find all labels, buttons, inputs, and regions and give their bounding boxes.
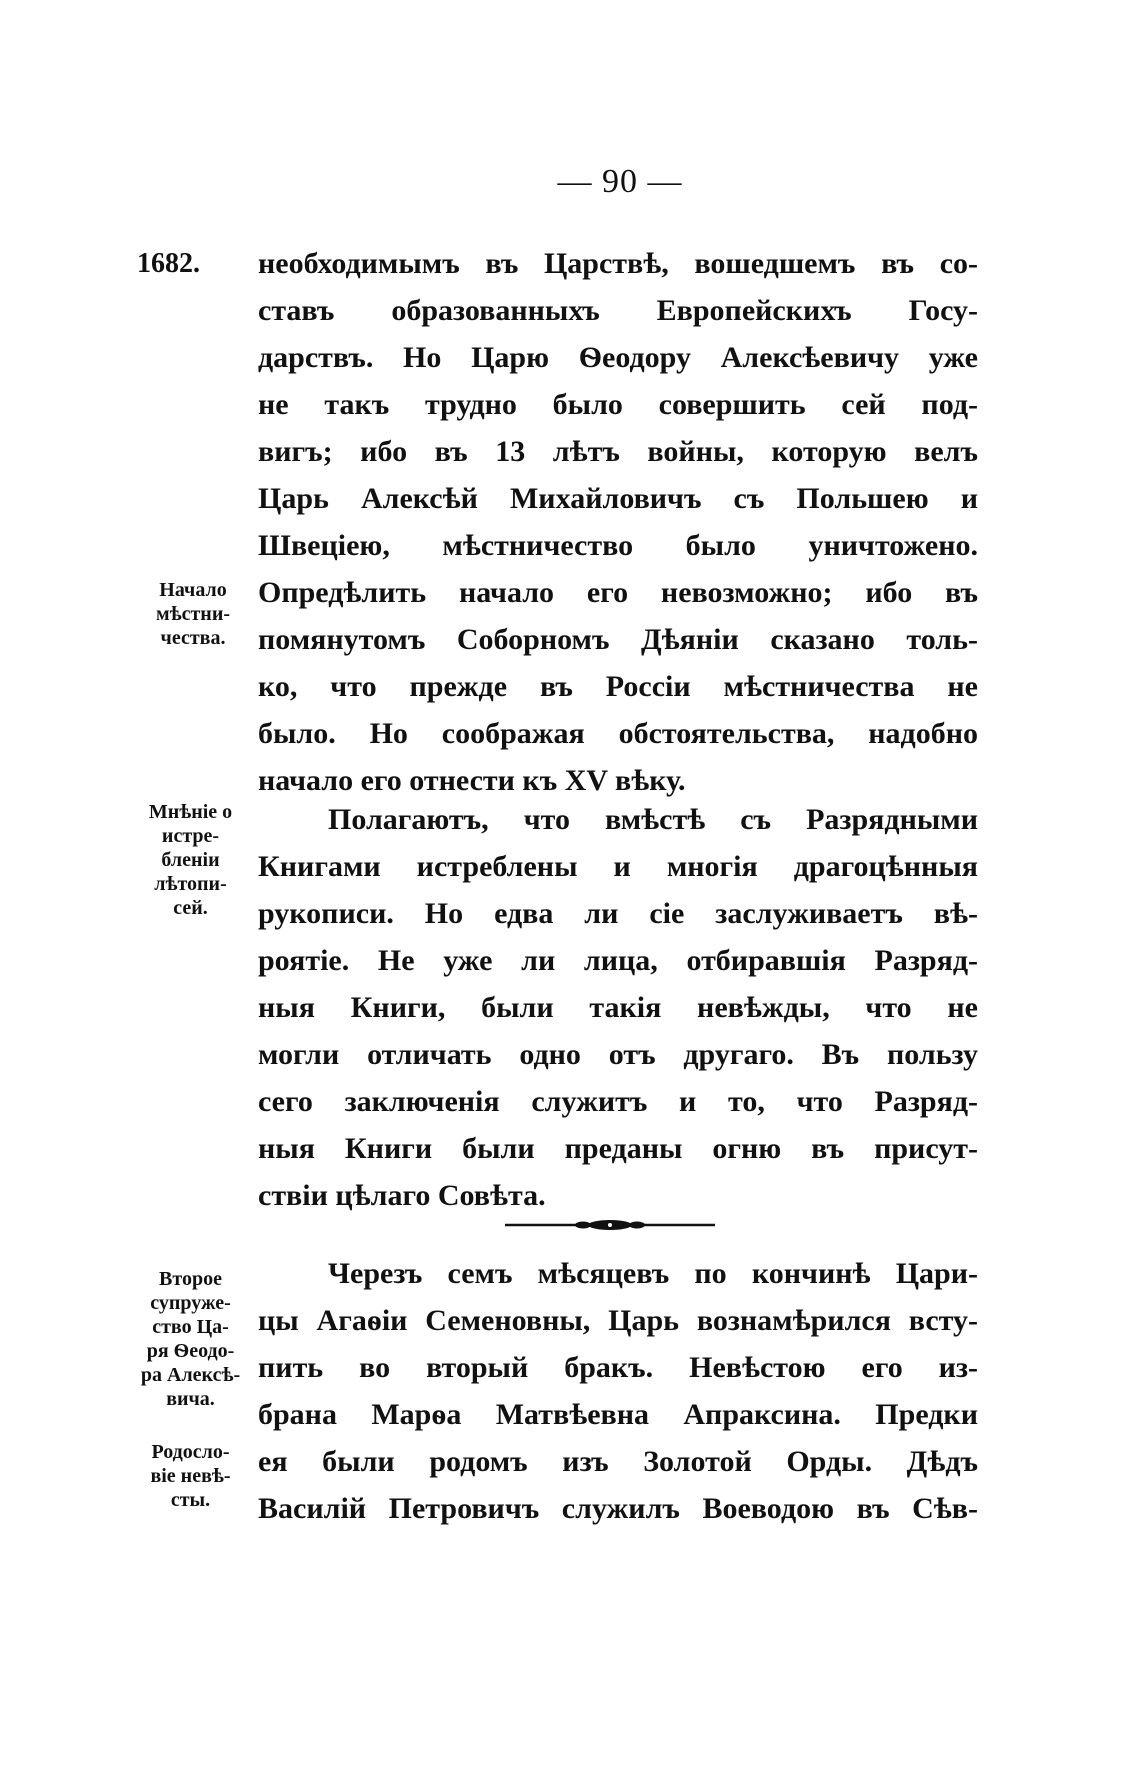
text-line: могли отличать одно отъ другаго. Въ пользу	[258, 1038, 978, 1071]
text-line: брана Марѳа Матвѣевна Апраксина. Предки	[258, 1398, 978, 1431]
text-line: Швецiею, мѣстничество было уничтожено.	[258, 529, 978, 562]
divider-right-knot	[629, 1222, 645, 1229]
text-line: ныя Книги, были такiя невѣжды, что не	[258, 991, 978, 1024]
text-line: ныя Книги были преданы огню въ присут-	[258, 1132, 978, 1165]
text-line: вигъ; ибо въ 13 лѣтъ войны, которую велъ	[258, 435, 978, 468]
text-line: необходимымъ въ Царствѣ, вошедшемъ въ со-	[258, 247, 978, 280]
text-line: Книгами истреблены и многiя драгоцѣнныя	[258, 850, 978, 883]
text-line: Царь Алексѣй Михайловичъ съ Польшею и	[258, 482, 978, 515]
text-line: ставъ образованныхъ Европейскихъ Госу-	[258, 294, 978, 327]
text-line: роятiе. Не уже ли лица, отбиравшiя Разряд-	[258, 944, 978, 977]
text-line: ея были родомъ изъ Золотой Орды. Дѣдъ	[258, 1445, 978, 1478]
paragraph-2	[258, 796, 978, 1219]
text-line: помянутомъ Соборномъ Дѣянiи сказано толь-	[258, 623, 978, 656]
text-line: рукописи. Но едва ли сiе заслуживаетъ вѣ-	[258, 897, 978, 930]
divider-left-knot	[575, 1222, 591, 1229]
margin-note-mnenie: Мнѣніе о истре- бленіи лѣтопи- сей.	[148, 801, 233, 919]
margin-note-rodoslovie: Родосло- віе невѣ- сты.	[150, 1441, 231, 1511]
paragraph-1	[258, 240, 978, 804]
text-line: ко, что прежде въ Россiи мѣстничества не	[258, 670, 978, 703]
divider-center-dot	[608, 1223, 612, 1227]
text-line: цы Агаѳiи Семеновны, Царь вознамѣрился всту-	[258, 1304, 978, 1337]
margin-note-vtoroe-supruzhestvo: Вторoе супруже- ство Ца- ря Ѳеодо- ра Алексѣ- вича.	[140, 1268, 241, 1410]
section-divider-ornament	[505, 1218, 715, 1232]
paragraph-3	[258, 1250, 978, 1532]
text-line: сего заключенiя служитъ и то, что Разряд-	[258, 1085, 978, 1118]
text-line: Опредѣлить начало его невозможно; ибо въ	[258, 576, 978, 609]
text-line: начало его отнести къ XV вѣку.	[258, 764, 686, 797]
text-line: Василiй Петровичъ служилъ Воеводою въ Сѣв-	[258, 1492, 978, 1525]
page-number: — 90 —	[557, 163, 683, 200]
year-marginal: 1682.	[137, 248, 200, 279]
text-line: не такъ трудно было совершить сей под-	[258, 388, 978, 421]
text-line: было. Но соображая обстоятельства, надобно	[258, 717, 978, 750]
margin-note-nachalo: Начало мѣстни- чества.	[155, 579, 231, 649]
text-line: Полагаютъ, что вмѣстѣ съ Разрядными	[328, 803, 978, 836]
text-line: дарствъ. Но Царю Ѳеодору Алексѣевичу уже	[258, 341, 978, 374]
text-line: пить во вторый бракъ. Невѣстою его из-	[258, 1351, 978, 1384]
text-line: ствiи цѣлаго Совѣта.	[258, 1179, 546, 1212]
text-line: Черезъ семъ мѣсяцевъ по кончинѣ Цари-	[328, 1257, 978, 1290]
